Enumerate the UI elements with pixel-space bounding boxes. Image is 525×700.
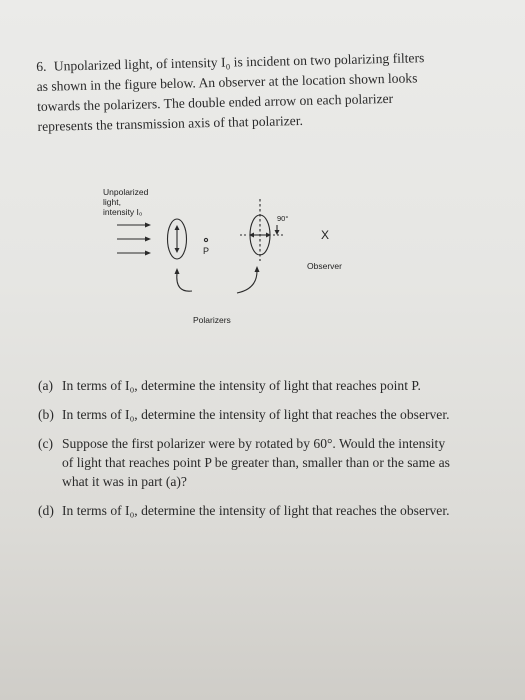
part-c-text: Suppose the first polarizer were by rotated by 60°. Would the intensity of light that reaches point P be greater than, smaller than or the same as what it was in part (a)? xyxy=(62,436,450,489)
part-a-text: In terms of I₀, determine the intensity of light that reaches point P. xyxy=(62,378,421,393)
incident-light-arrows xyxy=(117,223,151,256)
part-a-label: (a) xyxy=(38,378,54,393)
point-p-label: P xyxy=(203,246,210,256)
part-b-text: In terms of I₀, determine the intensity of light that reaches the observer. xyxy=(62,407,450,422)
part-d xyxy=(38,501,458,520)
polarizers-label: Polarizers xyxy=(193,315,231,325)
point-p-dot xyxy=(204,238,207,241)
part-d-label: (d) xyxy=(38,503,54,518)
observer-label: Observer xyxy=(307,261,342,271)
part-c-label: (c) xyxy=(38,436,54,451)
polarizer-figure xyxy=(95,185,375,335)
part-c xyxy=(38,434,458,491)
question-parts xyxy=(38,376,458,530)
second-polarizer xyxy=(240,199,283,261)
part-b-label: (b) xyxy=(38,407,54,422)
observer-mark: X xyxy=(321,228,330,242)
question-number: 6. xyxy=(36,58,47,74)
question-intro xyxy=(36,48,438,137)
first-polarizer xyxy=(168,219,187,259)
unpolarized-label-line3: intensity I₀ xyxy=(103,207,143,217)
angle-label: 90° xyxy=(277,214,289,223)
part-a xyxy=(38,376,458,395)
figure-drawing xyxy=(95,185,375,335)
part-d-text: In terms of I₀, determine the intensity of light that reaches the observer. xyxy=(62,503,450,518)
unpolarized-label-line2: light, xyxy=(103,197,121,207)
pointer-first-polarizer xyxy=(175,268,193,291)
question-intro-text: Unpolarized light, of intensity I₀ is incident on two polarizing filters as shown in the figure below. An observer at the location shown looks towards the polarizers. The double ended arrow on each polarizer represents the transmission axis of that polarizer. xyxy=(36,50,425,134)
pointer-second-polarizer xyxy=(237,266,260,293)
part-b xyxy=(38,405,458,424)
unpolarized-label-line1: Unpolarized xyxy=(103,187,149,197)
